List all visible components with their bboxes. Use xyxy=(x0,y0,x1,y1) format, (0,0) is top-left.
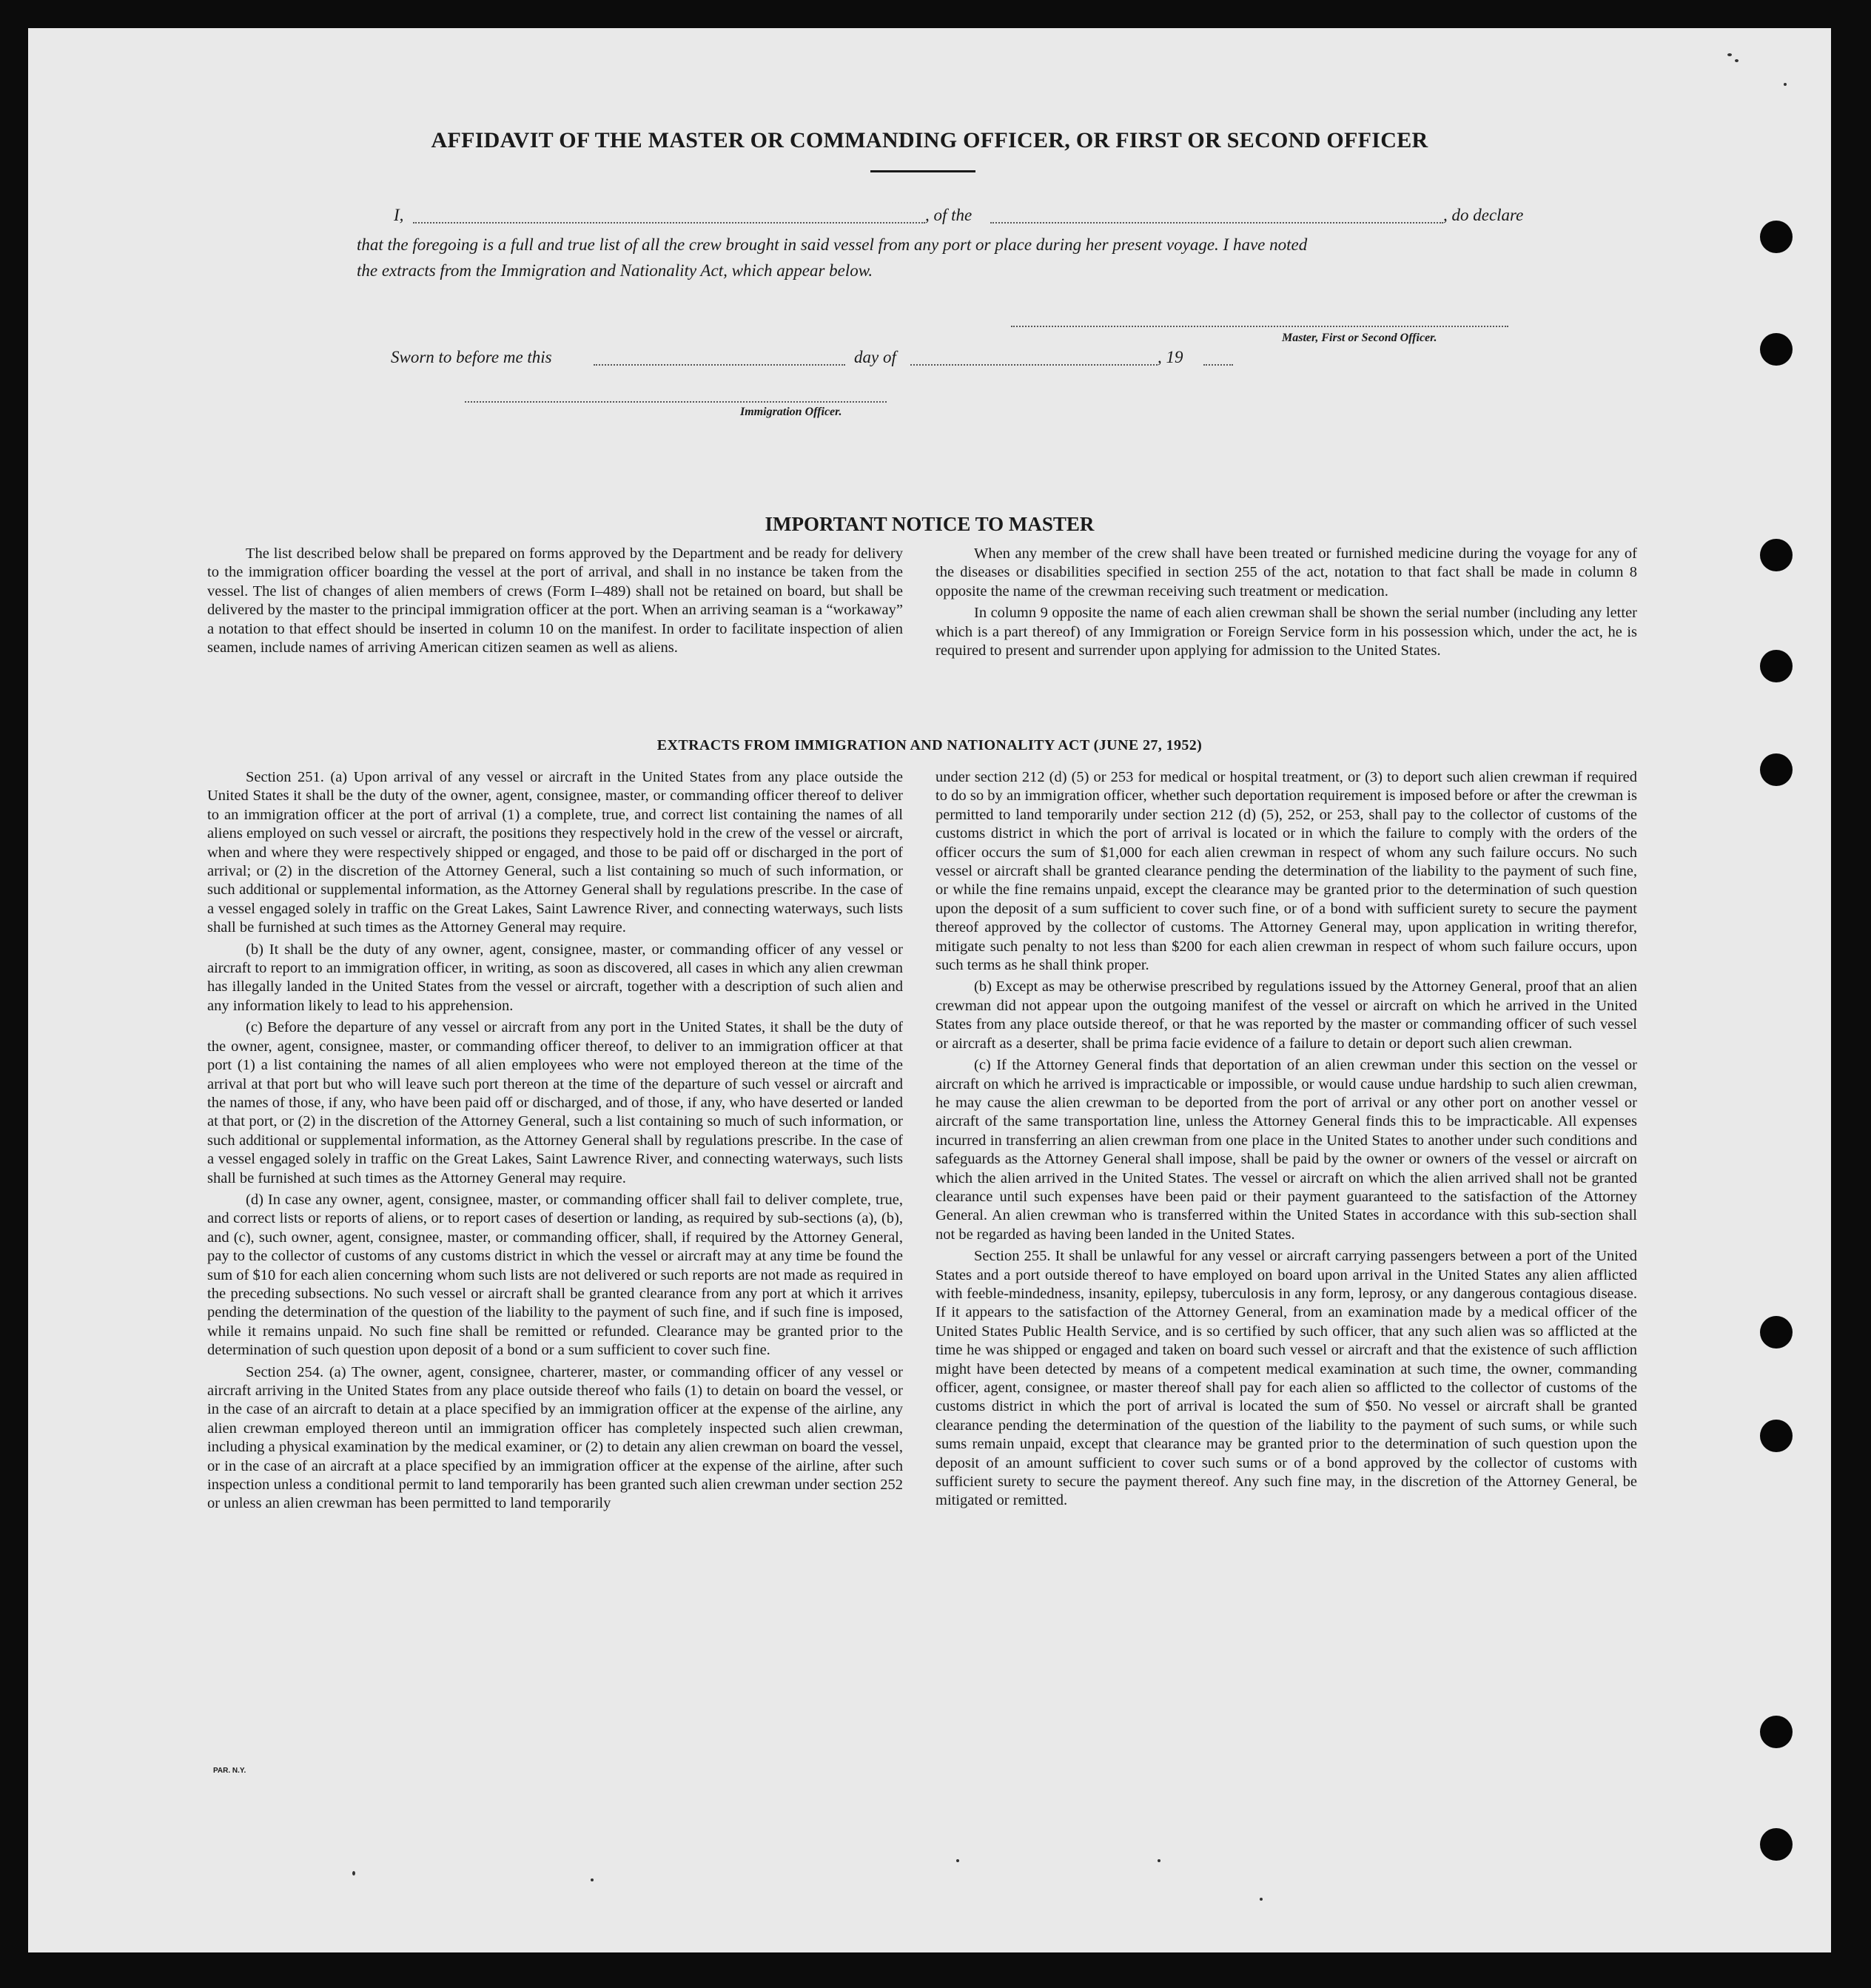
of-the-label: , of the xyxy=(925,206,973,224)
extracts-title: EXTRACTS FROM IMMIGRATION AND NATIONALITY ACT (JUNE 27, 1952) xyxy=(656,737,1203,753)
sworn-label: Sworn to before me this xyxy=(391,348,552,366)
scan-speck xyxy=(1784,83,1787,86)
affiant-label: I, xyxy=(394,206,404,224)
affiant-name-field[interactable] xyxy=(413,222,925,224)
binder-hole xyxy=(1760,1316,1793,1349)
sworn-month-field[interactable] xyxy=(910,364,1158,366)
section-254-a-continued: under section 212 (d) (5) or 253 for medical or hospital treatment, or (3) to deport such alien crewman if required to do so by an immigration officer, whether such deportation requirement is imposed before or after the crewman is permitted to land temporarily under section 212 (d) (5), 252, or 253, shall pay to the collector of customs of the customs district in which the port of arrival is located or in which the failure to comply with the orders of the officer occurs the sum of $1,000 for each alien crewman in respect of whom any such failure occurs. No such vessel or aircraft shall be granted clearance pending the determination of the liability to the payment of such fine, or while the fine remains unpaid, except the clearance may be granted prior to the determination of such question upon the deposit of a sum sufficient to cover such fine, or of a bond with sufficient surety to secure the payment thereof approved by the collector of customs. The Attorney General may, upon application in writing therefor, mitigate such penalty to not less than $200 for each alien crewman in respect of whom such failure occurs, upon such terms as he shall think proper. xyxy=(936,769,1637,974)
scan-speck xyxy=(591,1878,594,1881)
scan-speck xyxy=(1158,1859,1160,1862)
scan-speck xyxy=(352,1871,355,1875)
section-254-c: (c) If the Attorney General finds that deportation of an alien crewman under this section on the vessel or aircraft on which he arrived is impracticable or impossible, or would cause undue hardship to such alien crewman, he may cause the alien crewman to be deported from the port of arrival or any other port on another vessel or aircraft of the same transportation line, unless the Attorney General finds this to be impracticable. All expenses incurred in transferring an alien crewman from one place in the United States to another under such conditions and safeguards as the Attorney General shall impose, shall be paid by the owner or owners of the vessel or aircraft on which the alien arrived in the United States. The vessel or aircraft on which the alien arrived shall not be granted clearance until such expenses have been paid or their payment guaranteed to the satisfaction of the Attorney General. An alien crewman who is transferred within the United States in accordance with this sub-section shall not be regarded as having been landed in the United States. xyxy=(936,1057,1637,1243)
binder-hole xyxy=(1760,1420,1793,1452)
section-254-a: Section 254. (a) The owner, agent, consignee, charterer, master, or commanding officer of any vessel or aircraft arriving in the United States from any place outside thereof who fails (1) to detain on board the vessel, or in the case of an aircraft to detain at a place specified by an immigration officer at the expense of the airline, any alien crewman employed thereon until an immigration officer has completely inspected such alien crewman, including a physical examination by the medical examiner, or (2) to detain any alien crewman on board the vessel, or in the case of an aircraft at a place specified by an immigration officer at the expense of the airline, after such inspection unless a conditional permit to land temporarily has been granted such alien crewman under section 252 or unless an alien crewman has been permitted to land temporarily xyxy=(207,1363,903,1512)
master-signature-field[interactable] xyxy=(1011,326,1508,327)
section-251-b: (b) It shall be the duty of any owner, agent, consignee, master, or commanding officer of any vessel or aircraft to report to an immigration officer, in writing, as soon as discovered, all cases in which any alien crewman has illegally landed in the United States from the vessel or aircraft, together with a description of such alien and any information likely to lead to his apprehension. xyxy=(207,941,903,1014)
notice-left-paragraph: The list described below shall be prepared on forms approved by the Department and be ready for delivery to the immigration officer boarding the vessel at the port of arrival, and shall in no instance be taken from the vessel. The list of changes of alien members of crews (Form I–489) shall not be retained on board, but shall be delivered by the master to the principal immigration officer at the port. When an arriving seaman is a “workaway” a notation to that effect should be inserted in column 10 on the manifest. In order to facilitate inspection of alien seamen, include names of arriving American citizen seamen as well as aliens. xyxy=(207,545,903,656)
affidavit-title: AFFIDAVIT OF THE MASTER OR COMMANDING OFFICER, OR FIRST OR SECOND OFFICER xyxy=(431,128,1428,152)
section-255: Section 255. It shall be unlawful for any vessel or aircraft carrying passengers between a port of the United States and a port outside thereof to have employed on board upon arrival in the United States any alien afflicted with feeble-mindedness, insanity, epilepsy, tuberculosis in any form, leprosy, or any dangerous contagious disease. If it appears to the satisfaction of the Attorney General, from an examination made by a medical officer of the United States Public Health Service, and is so certified by such officer, that any such alien was so afflicted at the time he was shipped or engaged and taken on board such vessel or aircraft and that the existence of such affliction might have been detected by means of a competent medical examination at such time, the owner, commanding officer, agent, consignee, or master thereof shall pay for each alien so afflicted to the collector of customs of the customs district in which the port of arrival is located the sum of $50. No vessel or aircraft shall be granted clearance pending the determination of the question of the liability to the payment of such sums, or while such sums remain unpaid, except that clearance may be granted prior to the determination of such question upon the deposit of an amount sufficient to cover such sums or of a bond approved by the collector of customs with sufficient surety to secure the payment thereof. Any such fine may, in the discretion of the Attorney General, be mitigated or remitted. xyxy=(936,1248,1637,1509)
vessel-name-field[interactable] xyxy=(990,222,1443,224)
section-254-b: (b) Except as may be otherwise prescribed by regulations issued by the Attorney General, proof that an alien crewman did not appear upon the outgoing manifest of the vessel or aircraft on which he arrived in the United States from any place outside thereof, or that he was reported by the master or commanding officer of such vessel or aircraft as a deserter, shall be prima facie evidence of a failure to detain or deport such alien crewman. xyxy=(936,978,1637,1052)
notice-right-paragraph: When any member of the crew shall have been treated or furnished medicine during the voyage for any of the diseases or disabilities specified in section 255 of the act, notation to that fact shall be made in column 8 opposite the name of the crewman receiving such treatment or medication. xyxy=(936,545,1637,600)
affidavit-statement-line2: the extracts from the Immigration and Nationality Act, which appear below. xyxy=(357,261,873,280)
day-of-label: day of xyxy=(854,348,896,366)
sworn-year-field[interactable] xyxy=(1203,364,1233,366)
master-signature-caption: Master, First or Second Officer. xyxy=(1282,332,1437,344)
extracts-right-column xyxy=(936,768,1637,1514)
scan-speck xyxy=(1735,59,1739,62)
binder-hole xyxy=(1760,650,1793,682)
binder-hole xyxy=(1760,539,1793,571)
section-251-a: Section 251. (a) Upon arrival of any vessel or aircraft in the United States from any place outside the United States it shall be the duty of the owner, agent, consignee, master, or commanding officer thereof to deliver to an immigration officer at the port of arrival (1) a complete, true, and correct list containing the names of all aliens employed on such vessel or aircraft, the positions they respectively hold in the crew of the vessel or aircraft, when and where they were respectively shipped or engaged, and those to be paid off or discharged in the port of arrival; or (2) in the discretion of the Attorney General, such a list containing so much of such information, or such additional or supplemental information, as the Attorney General shall by regulations prescribe. In the case of a vessel engaged solely in traffic on the Great Lakes, Saint Lawrence River, and connecting waterways, such lists shall be furnished at such times as the Attorney General may require. xyxy=(207,769,903,936)
sworn-day-field[interactable] xyxy=(594,364,845,366)
binder-hole xyxy=(1760,1828,1793,1861)
title-underline xyxy=(870,170,975,172)
affidavit-statement-line1: that the foregoing is a full and true list of all the crew brought in said vessel from any port or place during her present voyage. I have noted xyxy=(357,235,1308,254)
printer-mark: PAR. N.Y. xyxy=(213,1767,246,1775)
do-declare-label: , do declare xyxy=(1443,206,1524,224)
binder-hole xyxy=(1760,333,1793,366)
scan-speck xyxy=(956,1859,959,1862)
immigration-officer-caption: Immigration Officer. xyxy=(740,406,842,418)
document-page xyxy=(28,28,1831,1952)
section-251-c: (c) Before the departure of any vessel or aircraft from any port in the United States, it shall be the duty of the owner, agent, consignee, master, or commanding officer thereof, to deliver to an immigration officer at that port (1) a list containing the names of all alien employees who were not employed thereon at the time of the arrival at that port but who will leave such port thereon at the time of the departure of such vessel or aircraft and the names of those, if any, who have been paid off or discharged, and of those, if any, who have deserted or landed at that port, or (2) in the discretion of the Attorney General, such a list containing so much of such information, or such additional or supplemental information, as the Attorney General shall by regulations prescribe. In the case of a vessel engaged solely in traffic on the Great Lakes, Saint Lawrence River, and connecting waterways, such lists shall be furnished at such times as the Attorney General may require. xyxy=(207,1019,903,1186)
notice-right-paragraph: In column 9 opposite the name of each alien crewman shall be shown the serial number (including any letter which is a part thereof) of any Immigration or Foreign Service form in his possession which, under the act, he is required to present and surrender upon applying for admission to the United States. xyxy=(936,605,1637,659)
binder-hole xyxy=(1760,753,1793,786)
binder-hole xyxy=(1760,221,1793,253)
year-label: , 19 xyxy=(1158,348,1183,366)
extracts-left-column xyxy=(207,768,903,1517)
notice-right-column xyxy=(936,545,1637,663)
notice-left-column xyxy=(207,545,903,660)
binder-hole xyxy=(1760,1716,1793,1748)
scan-speck xyxy=(1260,1898,1263,1901)
notice-title: IMPORTANT NOTICE TO MASTER xyxy=(765,513,1095,535)
scan-speck xyxy=(1727,53,1732,56)
immigration-officer-signature-field[interactable] xyxy=(465,401,887,403)
section-251-d: (d) In case any owner, agent, consignee, master, or commanding officer shall fail to deliver complete, true, and correct lists or reports of aliens, or to report cases of desertion or landing, as required by sub-sections (a), (b), and (c), such owner, agent, consignee, master, or commanding officer, shall, if required by the Attorney General, pay to the collector of customs of any customs district in which the vessel or aircraft may at any time be found the sum of $10 for each alien concerning whom such lists are not delivered or such reports are not made as required in the preceding subsections. No such vessel or aircraft shall be granted clearance from any port at which it arrives pending the determination of the question of the liability to the payment of such fine, and if such fine is imposed, while it remains unpaid. No such fine shall be remitted or refunded. Clearance may be granted prior to the determination of such question upon deposit of a bond or a sum sufficient to cover such fine. xyxy=(207,1191,903,1359)
